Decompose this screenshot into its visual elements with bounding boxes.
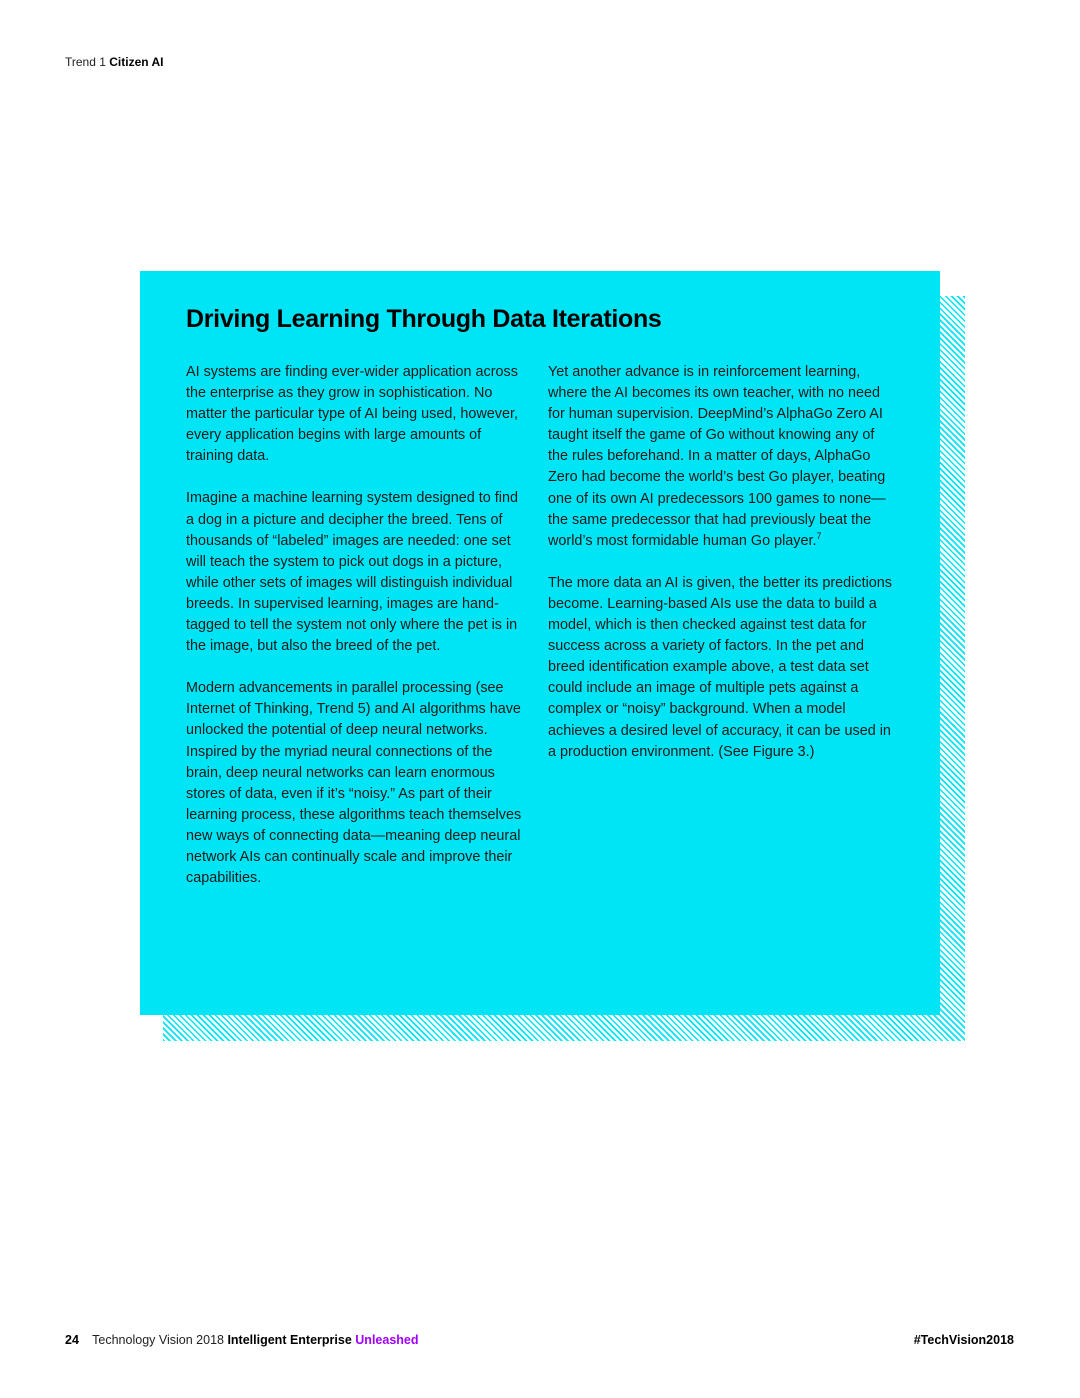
hashtag: #TechVision2018 xyxy=(913,1333,1014,1347)
panel-title: Driving Learning Through Data Iterations xyxy=(186,305,662,333)
trend-number: Trend 1 xyxy=(65,55,106,69)
footer xyxy=(65,1333,419,1347)
paragraph: The more data an AI is given, the better its predictions become. Learning-based AIs use the data to build a model, which is then checked against test data for success across a variety of factors. In the pet and breed identification example above, a test data set could include an image of multiple pets against a complex or “noisy” background. When a model achieves a desired level of accuracy, it can be used in a production environment. (See Figure 3.) xyxy=(548,574,892,760)
paragraph: AI systems are finding ever-wider application across the enterprise as they grow in sophistication. No matter the particular type of AI being used, however, every application begins with large amounts of training data. xyxy=(186,364,518,465)
left-column xyxy=(186,362,528,910)
publication-name: Technology Vision 2018 xyxy=(92,1333,224,1347)
theme-accent: Unleashed xyxy=(355,1333,419,1347)
paragraph-text: Yet another advance is in reinforcement learning, where the AI becomes its own teacher, with no need for human supervision. DeepMind’s AlphaGo Zero AI taught itself the game of Go without knowing any of the rules beforehand. In a matter of days, AlphaGo Zero had become the world’s best Go player, beating one of its own AI predecessors 100 games to none—the same predecessor that had previously beat the world’s most formidable human Go player. xyxy=(548,364,886,549)
paragraph: Imagine a machine learning system designed to find a dog in a picture and decipher the breed. Tens of thousands of “labeled” images are needed: one set will teach the system to pick out dogs in a picture, while other sets of images will distinguish individual breeds. In supervised learning, images are hand-tagged to tell the system not only where the pet is in the image, but also the breed of the pet. xyxy=(186,490,518,655)
page-number: 24 xyxy=(65,1333,79,1347)
paragraph-with-footnote xyxy=(548,362,894,552)
footnote-ref[interactable]: 7 xyxy=(816,530,822,541)
theme-title: Intelligent Enterprise xyxy=(227,1333,352,1347)
sidebar-panel xyxy=(140,271,940,1015)
running-head xyxy=(65,55,164,69)
trend-title: Citizen AI xyxy=(109,55,164,69)
paragraph: Modern advancements in parallel processing (see Internet of Thinking, Trend 5) and AI algorithms have unlocked the potential of deep neural networks. Inspired by the myriad neural connections of the brain, deep neural networks can learn enormous stores of data, even if it’s “noisy.” As part of their learning process, these algorithms teach themselves new ways of connecting data—meaning deep neural network AIs can continually scale and improve their capabilities. xyxy=(186,680,522,887)
right-column xyxy=(548,362,894,784)
